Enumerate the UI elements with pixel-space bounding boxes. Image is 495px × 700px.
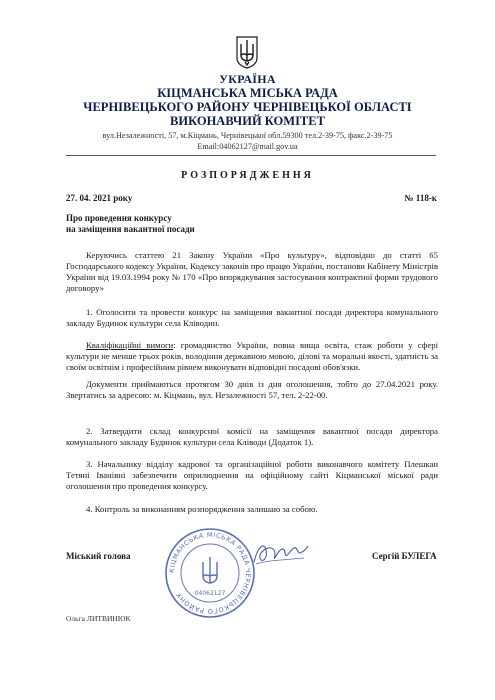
paragraph-documents: Документи приймаються протягом 30 днів із дня оголошення, тобто до 27.04.2021 року. Звертатись за адресою: м. Кіцмань, вул. Незалежності 57, тел. 2-22-00.: [66, 379, 438, 400]
paragraph-requirements: [66, 340, 438, 373]
paragraph-item-4: 4. Контроль за виконанням розпорядження залишаю за собою.: [86, 504, 318, 514]
paragraph-item-3: 3. Начальнику відділу кадрової та організаційної роботи виконавчого комітету Плешкан Тетяні Іванівні забезпечити оприлюднення на офіційному сайті Кіцманської міської ради оголошення про проведення конкурсу.: [66, 459, 438, 491]
order-number: № 118-к: [404, 193, 437, 203]
paragraph-item-1: 1. Оголосити та провести конкурс на заміщення вакантної посади директора комунального закладу Будинок культури села Кліводин.: [66, 307, 438, 328]
header-district: ЧЕРНІВЕЦЬКОГО РАЙОНУ ЧЕРНІВЕЦЬКОЇ ОБЛАСТІ: [83, 100, 412, 114]
requirements-text: : громадянство України, повна вища освіта, стаж роботи у сфері культури не менше трьох років, володіння державною мовою, ділові та моральні якості, здатність за своїм освітнім і професійним рівнем виконувати відповідні посадові обов'язки.: [66, 340, 439, 372]
signer-name: Сергій БУЛЕГА: [372, 551, 437, 561]
order-date: 27. 04. 2021 року: [66, 193, 133, 203]
requirements-label: Кваліфікаційні вимоги: [86, 340, 174, 350]
order-subject-line1: Про проведення конкурсу: [66, 213, 172, 223]
order-title: РОЗПОРЯДЖЕННЯ: [181, 170, 314, 181]
seal-ring-text: КІЦМАНСЬКА МІСЬКА РАДА ЧЕРНІВЕЦЬКОГО РАЙОНУ: [167, 530, 253, 616]
header-country: УКРАЇНА: [219, 72, 276, 86]
signer-role: Міський голова: [66, 551, 131, 561]
paragraph-preamble: Керуючись статтею 21 Закону України «Про культуру», відповідно до статті 65 Господарського кодексу України, Кодексу законів про працю України, постанови Кабінету Міністрів України від 19.03.1994 року № 170 «Про впорядкування застосування контрактної форми трудового договору»: [66, 250, 439, 293]
header-committee: ВИКОНАВЧИЙ КОМІТЕТ: [170, 114, 325, 128]
header-email: Email:04062127@mail.gov.ua: [197, 142, 298, 151]
paragraph-item-2: 2. Затвердити склад конкурсної комісії на заміщення вакантної посади директора комунального закладу Будинок культури села Кліводи (Додаток 1).: [66, 426, 438, 447]
header-divider: [66, 155, 436, 156]
executor-name: Ольга ЛИТВИНЮК: [66, 614, 131, 623]
official-seal-stamp: [164, 527, 256, 619]
order-subject-line2: на заміщення вакантної посади: [66, 224, 195, 234]
header-address: вул.Незалежності, 57, м.Кіцмань, Чернівецької обл.59300 тел.2-39-75, факс.2-39-75: [102, 131, 393, 140]
seal-code: 04062127: [194, 590, 226, 597]
trident-coat-of-arms-icon: [236, 36, 258, 69]
handwritten-signature: [250, 536, 310, 570]
order-subject: [66, 213, 195, 235]
header-council: КІЦМАНСЬКА МІСЬКА РАДА: [157, 86, 338, 100]
